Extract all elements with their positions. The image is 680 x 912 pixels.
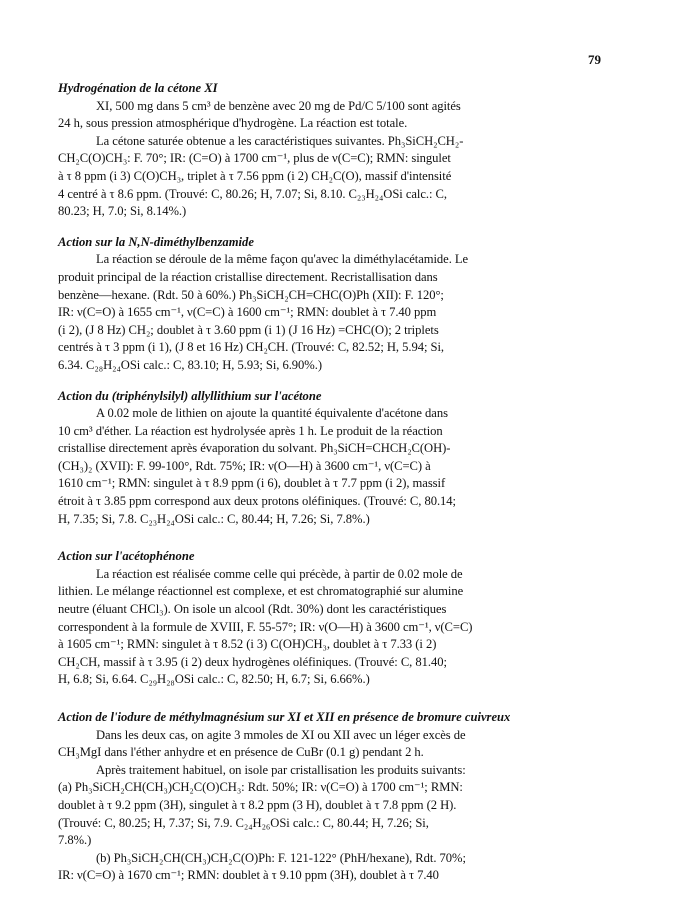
text-line: A 0.02 mole de lithien on ajoute la quantité équivalente d'acétone dans — [96, 406, 448, 421]
text-line: La cétone saturée obtenue a les caractéristiques suivantes. Ph₃SiCH₂CH₂- — [96, 133, 464, 148]
text-line: (b) Ph₃SiCH₂CH(CH₃)CH₂C(O)Ph: F. 121-122° (PhH/hexane), Rdt. 70%; — [96, 850, 466, 865]
text-line: CH₂C(O)CH₃: F. 70°; IR: (C=O) à 1700 cm⁻¹, plus de ν(C=C); RMN: singulet — [58, 151, 451, 166]
text-line: étroit à τ 3.85 ppm correspond aux deux protons oléfiniques. (Trouvé: C, 80.14; — [58, 494, 456, 509]
text-line: 4 centré à τ 8.6 ppm. (Trouvé: C, 80.26; H, 7.07; Si, 8.10. C₂₃H₂₄OSi calc.: C, — [58, 186, 448, 201]
text-line: 80.23; H, 7.0; Si, 8.14%.) — [58, 204, 187, 219]
section-heading: Action de l'iodure de méthylmagnésium sur XI et XII en présence de bromure cuivreux — [58, 710, 511, 724]
text-line: à τ 8 ppm (i 3) C(O)CH₃, triplet à τ 7.56 ppm (i 2) CH₂C(O), massif d'intensité — [58, 168, 452, 183]
text-line: Dans les deux cas, on agite 3 mmoles de XI ou XII avec un léger excès de — [96, 727, 466, 742]
text-line: neutre (éluant CHCl₃). On isole un alcool (Rdt. 30%) dont les caractéristiques — [58, 602, 447, 617]
text-line: (i 2), (J 8 Hz) CH₂; doublet à τ 3.60 ppm (i 1) (J 16 Hz) =CHC(O); 2 triplets — [58, 322, 439, 337]
section-acetophenone — [58, 548, 618, 689]
section-dimethylbenzamide — [58, 234, 618, 375]
section-heading: Action sur l'acétophénone — [58, 549, 195, 564]
text-line: lithien. Le mélange réactionnel est complexe, et est chromatographié sur alumine — [58, 584, 464, 599]
section-acetone — [58, 388, 618, 529]
text-line: benzène—hexane. (Rdt. 50 à 60%.) Ph₃SiCH₂CH=CHC(O)Ph (XII): F. 120°; — [58, 287, 444, 302]
text-line: (CH₃)₂ (XVII): F. 99-100°, Rdt. 75%; IR: ν(O—H) à 3600 cm⁻¹, ν(C=C) à — [58, 458, 431, 473]
section-heading: Hydrogénation de la cétone XI — [58, 81, 218, 95]
text-line: H, 7.35; Si, 7.8. C₂₃H₂₄OSi calc.: C, 80.44; H, 7.26; Si, 7.8%.) — [58, 511, 370, 526]
section-lines — [58, 566, 618, 689]
section-lines — [58, 98, 618, 221]
text-line: correspondent à la formule de XVIII, F. 55-57°; IR: ν(O—H) à 3600 cm⁻¹, ν(C=C) — [58, 619, 473, 634]
text-line: 24 h, sous pression atmosphérique d'hydrogène. La réaction est totale. — [58, 116, 408, 131]
section-hydrogenation — [58, 80, 618, 221]
text-line: 1610 cm⁻¹; RMN: singulet à τ 8.9 ppm (i 6), doublet à τ 7.7 ppm (i 2), massif — [58, 476, 446, 491]
text-line: centrés à τ 3 ppm (i 1), (J 8 et 16 Hz) CH₂CH. (Trouvé: C, 82.52; H, 5.94; Si, — [58, 340, 445, 355]
section-methylmagnesium — [58, 709, 618, 885]
section-heading: Action du (triphénylsilyl) allyllithium sur l'acétone — [58, 388, 322, 403]
text-line: CH₂CH, massif à τ 3.95 (i 2) deux hydrogènes oléfiniques. (Trouvé: C, 81.40; — [58, 654, 447, 669]
text-line: XI, 500 mg dans 5 cm³ de benzène avec 20 mg de Pd/C 5/100 sont agités — [96, 98, 461, 113]
section-lines — [58, 405, 618, 528]
section-heading: Action sur la N,N-diméthylbenzamide — [58, 234, 254, 249]
text-line: produit principal de la réaction cristallise directement. Recristallisation dans — [58, 269, 438, 284]
text-line: IR: ν(C=O) à 1655 cm⁻¹, ν(C=C) à 1600 cm⁻¹; RMN: doublet à τ 7.40 ppm — [58, 305, 437, 320]
text-line: 6.34. C₂₈H₂₄OSi calc.: C, 83.10; H, 5.93; Si, 6.90%.) — [58, 357, 322, 372]
text-line: IR: ν(C=O) à 1670 cm⁻¹; RMN: doublet à τ 9.10 ppm (3H), doublet à τ 7.40 — [58, 868, 439, 883]
text-line: La réaction se déroule de la même façon qu'avec la diméthylacétamide. Le — [96, 252, 469, 267]
article-body — [58, 80, 618, 898]
text-line: 7.8%.) — [58, 833, 92, 848]
text-line: Après traitement habituel, on isole par cristallisation les produits suivants: — [96, 762, 466, 777]
text-line: (Trouvé: C, 80.25; H, 7.37; Si, 7.9. C₂₄H₂₆OSi calc.: C, 80.44; H, 7.26; Si, — [58, 815, 429, 830]
text-line: H, 6.8; Si, 6.64. C₂₉H₂₈OSi calc.: C, 82.50; H, 6.7; Si, 6.66%.) — [58, 672, 370, 687]
text-line: La réaction est réalisée comme celle qui précède, à partir de 0.02 mole de — [96, 566, 463, 581]
section-lines — [58, 251, 618, 374]
text-line: CH₃MgI dans l'éther anhydre et en présence de CuBr (0.1 g) pendant 2 h. — [58, 745, 424, 760]
text-line: cristallise directement après évaporation du solvant. Ph₃SiCH=CHCH₂C(OH)- — [58, 441, 451, 456]
section-lines — [58, 727, 618, 885]
text-line: (a) Ph₃SiCH₂CH(CH₃)CH₂C(O)CH₃: Rdt. 50%; IR: ν(C=O) à 1700 cm⁻¹; RMN: — [58, 780, 463, 795]
text-line: 10 cm³ d'éther. La réaction est hydrolysée après 1 h. Le produit de la réaction — [58, 423, 443, 438]
text-line: à 1605 cm⁻¹; RMN: singulet à τ 8.52 (i 3) C(OH)CH₃, doublet à τ 7.33 (i 2) — [58, 637, 437, 652]
page-number: 79 — [588, 52, 601, 67]
text-line: doublet à τ 9.2 ppm (3H), singulet à τ 8.2 ppm (3 H), doublet à τ 7.8 ppm (2 H). — [58, 797, 457, 812]
